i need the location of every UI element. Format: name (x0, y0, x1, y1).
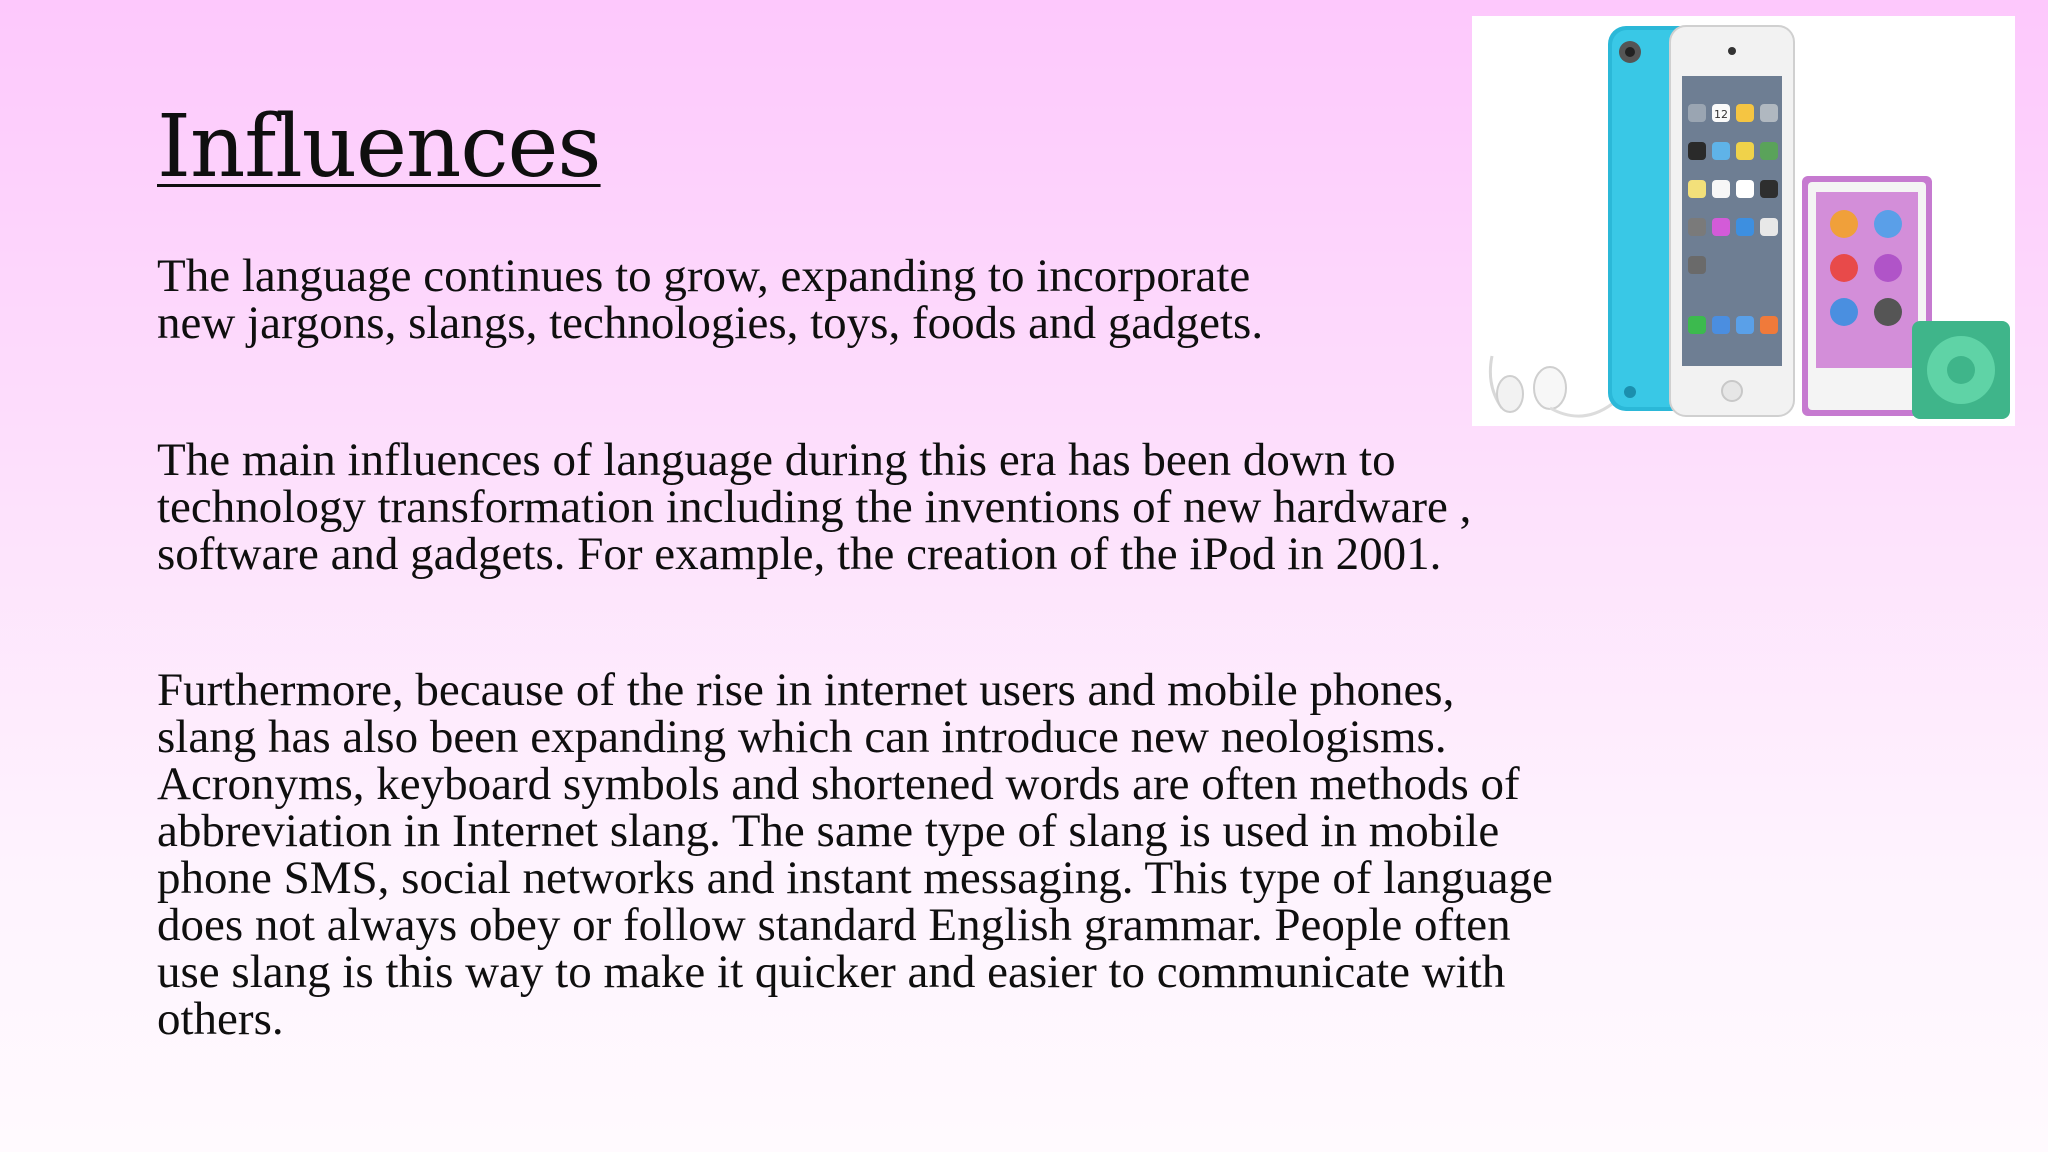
ipod-photo (1472, 16, 2015, 426)
paragraph-internet-slang: Furthermore, because of the rise in internet users and mobile phones, slang has also been expanding which can introduce new neologisms. Acronyms, keyboard symbols and shortened words are often methods of abbreviation in Internet slang. The same type of slang is used in mobile phone SMS, social networks and instant messaging. This type of language does not always obey or follow standard English grammar. People often use slang is this way to make it quicker and easier to communicate with others. (157, 664, 1553, 1045)
ipod-shuffle (1912, 321, 2010, 419)
ipod-icon (1472, 16, 2015, 426)
earbuds-icon (1490, 356, 1612, 416)
ipod-touch-front (1670, 26, 1794, 416)
calendar-date-label: 12 (1714, 108, 1728, 121)
slide-title: Influences (157, 97, 601, 197)
paragraph-growth: The language continues to grow, expanding to incorporate new jargons, slangs, technologies, toys, foods and gadgets. (157, 250, 1264, 349)
paragraph-main-influences: The main influences of language during this era has been down to technology transformation including the inventions of new hardware , software and gadgets. For example, the creation of the iPod in 2001. (157, 434, 1472, 580)
